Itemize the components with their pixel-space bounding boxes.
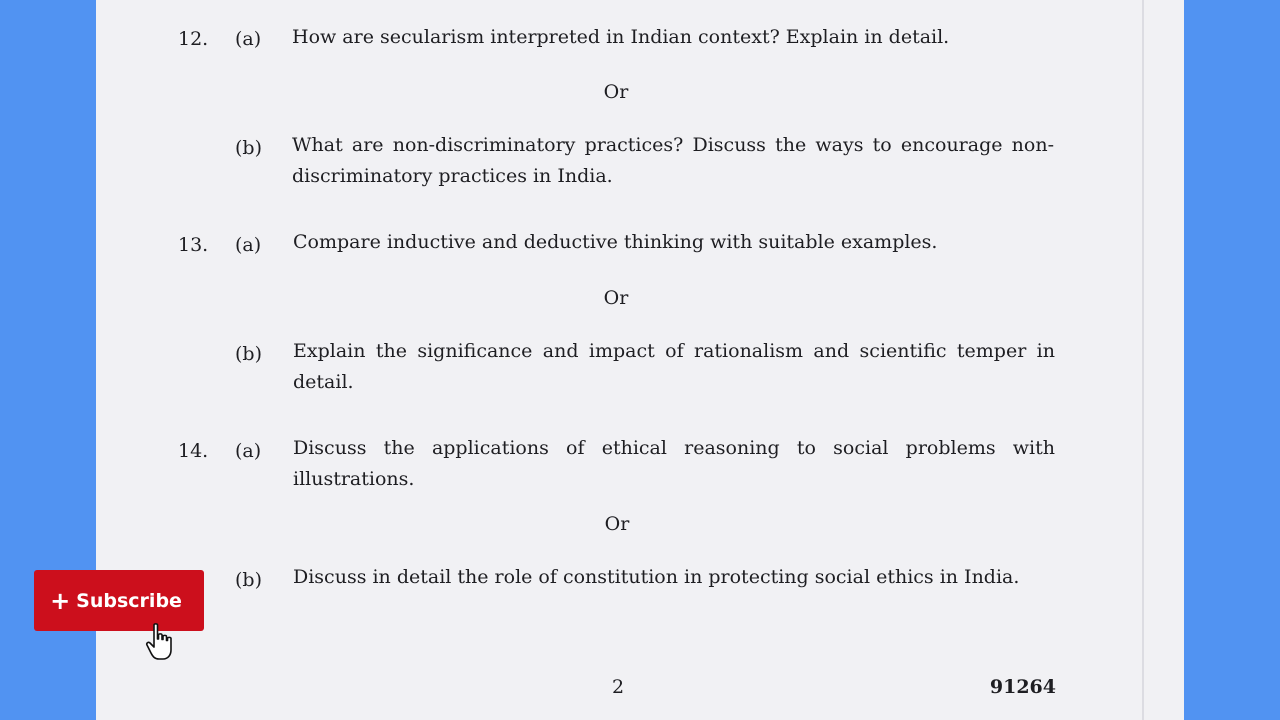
question-13b-text: Explain the significance and impact of rationalism and scientific temper in detail. (293, 340, 1055, 393)
subscribe-button[interactable] (34, 570, 204, 631)
page-number: 2 (611, 676, 625, 698)
question-12-or: Or (603, 81, 629, 103)
question-12b-text: What are non-discriminatory practices? Discuss the ways to encourage non-discriminatory practices in India. (292, 134, 1054, 187)
question-12b-label: (b) (235, 137, 262, 159)
plus-icon: + (50, 586, 71, 615)
question-14a-text: Discuss the applications of ethical reasoning to social problems with illustrations. (293, 437, 1055, 490)
paper-fold-line (1142, 0, 1144, 720)
question-13a-label: (a) (235, 234, 262, 256)
question-12a-label: (a) (235, 28, 262, 50)
paper-code: 91264 (989, 676, 1056, 698)
question-13-or: Or (603, 287, 629, 309)
question-13a-text: Compare inductive and deductive thinking with suitable examples. (293, 231, 938, 253)
question-14-or: Or (604, 513, 630, 535)
question-13-number: 13. (178, 234, 209, 256)
question-13b-label: (b) (235, 343, 262, 365)
question-14b-text: Discuss in detail the role of constitution in protecting social ethics in India. (293, 566, 1020, 588)
question-14-number: 14. (178, 440, 209, 462)
question-12a-text: How are secularism interpreted in Indian context? Explain in detail. (292, 26, 950, 48)
exam-paper-page (96, 0, 1184, 720)
question-12-number: 12. (178, 28, 209, 50)
hand-pointer-cursor-icon (144, 622, 178, 662)
question-14b-label: (b) (235, 569, 262, 591)
subscribe-button-label: Subscribe (76, 589, 182, 612)
question-14a-label: (a) (235, 440, 262, 462)
